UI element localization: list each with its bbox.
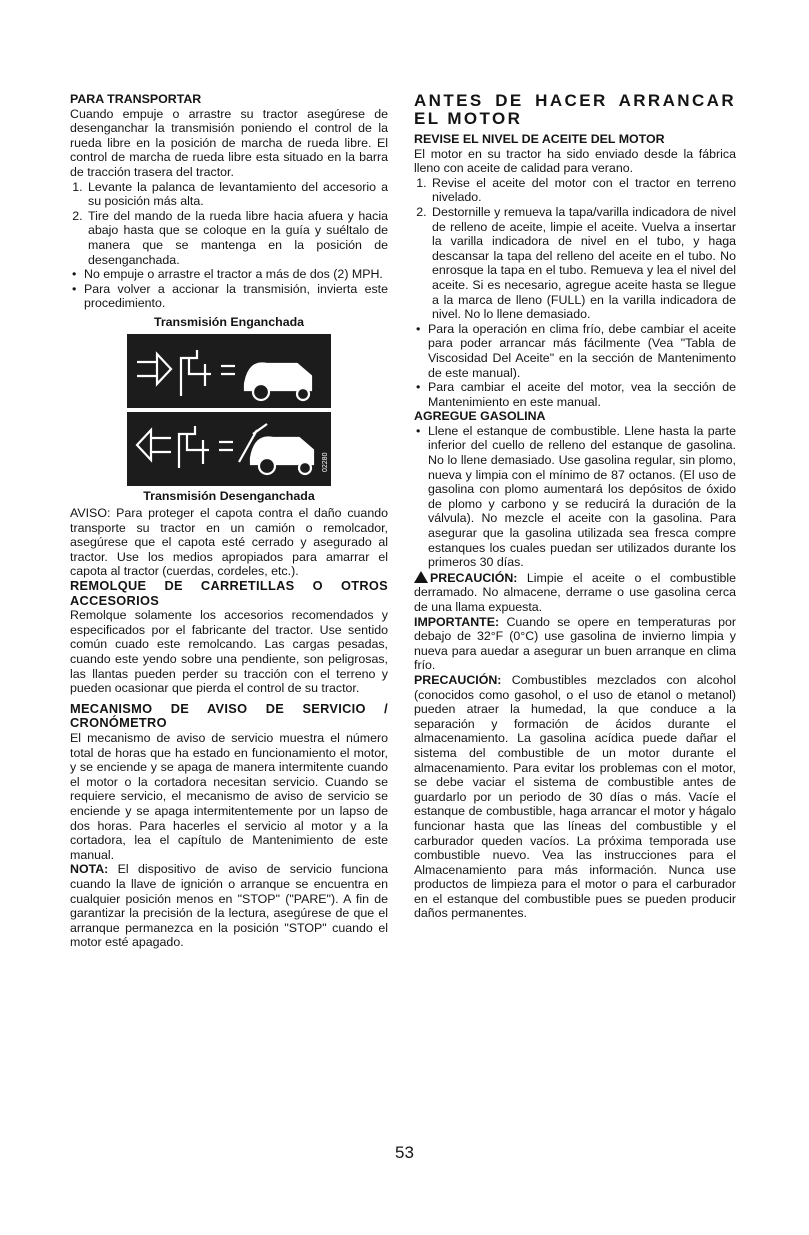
aviso-label: AVISO: <box>70 506 111 521</box>
transport-intro: Cuando empuje o arrastre su tractor asegúrese de desenganchar la transmisión poniendo el control de la rueda libre en la posición de marcha de rueda libre. El control de marcha de rueda libre esta situado en la barra de tracción trasera del tractor. <box>70 106 388 179</box>
oil-bullets <box>414 322 736 410</box>
arrow-left-icon <box>137 430 171 460</box>
oil-intro: El motor en su tractor ha sido enviado desde la fábrica lleno con aceite de calidad para verano. <box>414 146 736 176</box>
list-item: • No empuje o arrastre el tractor a más de dos (2) MPH. <box>70 267 388 282</box>
figure-code: 02280 <box>322 452 329 472</box>
figure-label-engaged: Transmisión Enganchada <box>153 314 305 329</box>
list-item: • Para cambiar el aceite del motor, vea la sección de Mantenimiento en este manual. <box>414 380 736 409</box>
nota-text: El dispositivo de aviso de servicio funciona cuando la llave de ignición o arranque se encuentra en cualquier posición menos en "STOP" ("PARE"). A fin de garantizar la precisión de la lectura, asegúrese de que el arranque permanezca en la posición "STOP" cuando el motor esté apagado. <box>70 862 388 950</box>
important-text: Cuando se opere en temperaturas por debajo de 32°F (0°C) use gasolina de invierno limpia y nueva para auedar a asegurar un buen arranque en clima frío. <box>414 614 736 673</box>
list-item: 1. Levante la palanca de levantamiento del accesorio a su posición más alta. <box>86 180 388 209</box>
caution1-text: Limpie el aceite o el combustible derramado. No almacene, derrame o use gasolina cerca de una llama expuesta. <box>414 570 736 614</box>
page-number: 53 <box>395 1143 414 1162</box>
left-column <box>70 92 388 950</box>
list-item: 2. Tire del mando de la rueda libre hacia afuera y hacia abajo hasta que se coloque en la guía y suéltalo de manera que se mantenga en la posición de desenganchada. <box>86 209 388 267</box>
warning-icon <box>414 571 428 583</box>
nota-paragraph <box>70 862 388 950</box>
caution1-paragraph <box>414 570 736 615</box>
transport-heading: PARA TRANSPORTAR <box>70 92 202 106</box>
engaged-row <box>137 350 311 400</box>
caution1-label: PRECAUCIÓN: <box>430 570 518 585</box>
panel-divider <box>127 408 331 412</box>
right-column <box>414 92 736 921</box>
towing-text: Remolque solamente los accesorios recomendados y especificados por el fabricante del tractor. Use sentido común cuado este remolcando. Las cargas pesadas, cuando este yendo sobre una pendiente, son peligrosas, las llantas pueden perder su tracción con el terreno y pueden ocasionar que pierda el control de su tractor. <box>70 608 388 696</box>
list-item: • Para volver a accionar la transmisión, invierta este procedimiento. <box>70 282 388 311</box>
list-item: • Para la operación en clima frío, debe cambiar el aceite para poder arrancar más fácilmente (Vea "Tabla de Viscosidad Del Aceite" en la sección de Mantenimento de este manual). <box>414 322 736 380</box>
important-label: IMPORTANTE: <box>414 614 500 629</box>
disengaged-row <box>137 424 313 474</box>
caution2-label: PRECAUCIÓN: <box>414 672 502 687</box>
transport-bullets <box>70 267 388 311</box>
equals-icon <box>219 442 233 450</box>
important-paragraph <box>414 615 736 673</box>
oil-steps <box>414 176 736 322</box>
equals-icon <box>221 366 235 374</box>
towing-heading: REMOLQUE DE CARRETILLAS O OTROS ACCESORIOS <box>70 578 388 608</box>
list-item: 1. Revise el aceite del motor con el tractor en terreno nivelado. <box>430 176 736 205</box>
main-heading: ANTES DE HACER ARRANCAR EL MOTOR <box>414 91 736 128</box>
transmission-illustration <box>127 334 331 486</box>
caution2-paragraph <box>414 673 736 921</box>
service-text: El mecanismo de aviso de servicio muestra el número total de horas que ha estado en funcionamiento el motor, y se enciende y se apaga de manera intermitente cuando el motor o la cortadora necesitan servicio. Cuando se requiere servicio, el mecanismo de aviso de servicio se enciende y se apaga intermitentemente por un lapso de dos horas. Para hacerles el servicio al motor y a la cortadora, lea el capítulo de Mantenimiento de este manual. <box>70 731 388 862</box>
freewheel-diagram <box>127 334 331 486</box>
lever-engaged-icon <box>181 350 211 396</box>
aviso-paragraph <box>70 506 388 579</box>
list-item: • Llene el estanque de combustible. Llene hasta la parte inferior del cuello de relleno del estanque de gasolina. No lo llene demasiado. Use gasolina regular, sin plomo, nueva y limpia con el mínimo de 87 octanos. (El uso de gasolina con plomo aumentará los depósitos de óxido de plomo y carbono y se reducirá la duración de la válvula). No mezcle el aceite con la gasolina. Para asegurar que la gasolina utilizada sea fresca compre estanques los cuales puedan ser utilizados durante los primeros 30 días. <box>414 424 736 570</box>
list-item: 2. Destornille y remueva la tapa/varilla indicadora de nivel de relleno de aceite, limpie el aceite. Vuelva a insertar la varilla indicadora de nivel en el tubo, y haga descansar la tapa del relleno del aceite en el tubo. No enrosque la tapa en el tubo. Remueva y lea el nivel del aceite. Si es necesario, agregue aceite hasta se llegue a la marca de lleno (FULL) en la varilla indicadora de nivel. No lo llene demasiado. <box>430 205 736 322</box>
transmission-figure <box>70 315 388 503</box>
caution2-text: Combustibles mezclados con alcohol (conocidos como gasohol, o el uso de etanol o metanol) pueden atraer la humedad, la que conduce a la separación y formación de ácidos durante el almacenamiento. La gasolina acídica puede dañar el sistema del combustible de un motor durante el almacenamiento. Para evitar los problemas con el motor, se debe vaciar el sistema de combustible antes de guardarlo por un periodo de 30 días o más. Vacíe el estanque de combustible, haga arrancar el motor y hágalo funcionar hasta que las líneas del combustible y el carburador queden vacíos. La próxima temporada use combustible nuevo. Vea las instrucciones para el Almacenamiento para más información. Nunca use productos de limpieza para el motor o para el carburador en el estanque del combustible pues se pueden producir daños permanentes. <box>414 672 736 921</box>
oil-heading: REVISE EL NIVEL DE ACEITE DEL MOTOR <box>414 132 665 146</box>
aviso-text: Para proteger el capota contra el daño cuando transporte su tractor en un camión o remolcador, asegúrese que el capota esté cerrado y asegurado al tractor. Use los medios apropiados para amarrar el capota al tractor (cuerdas, cordeles, etc.). <box>70 506 388 579</box>
lever-disengaged-icon <box>179 426 209 468</box>
gas-heading: AGREGUE GASOLINA <box>414 409 546 424</box>
service-heading: MECANISMO DE AVISO DE SERVICIO / CRONÓMETRO <box>70 700 388 731</box>
nota-label: NOTA: <box>70 862 109 877</box>
transport-steps <box>70 180 388 268</box>
figure-label-disengaged: Transmisión Desenganchada <box>143 488 315 503</box>
gas-bullets <box>414 424 736 570</box>
arrow-right-icon <box>137 354 171 384</box>
